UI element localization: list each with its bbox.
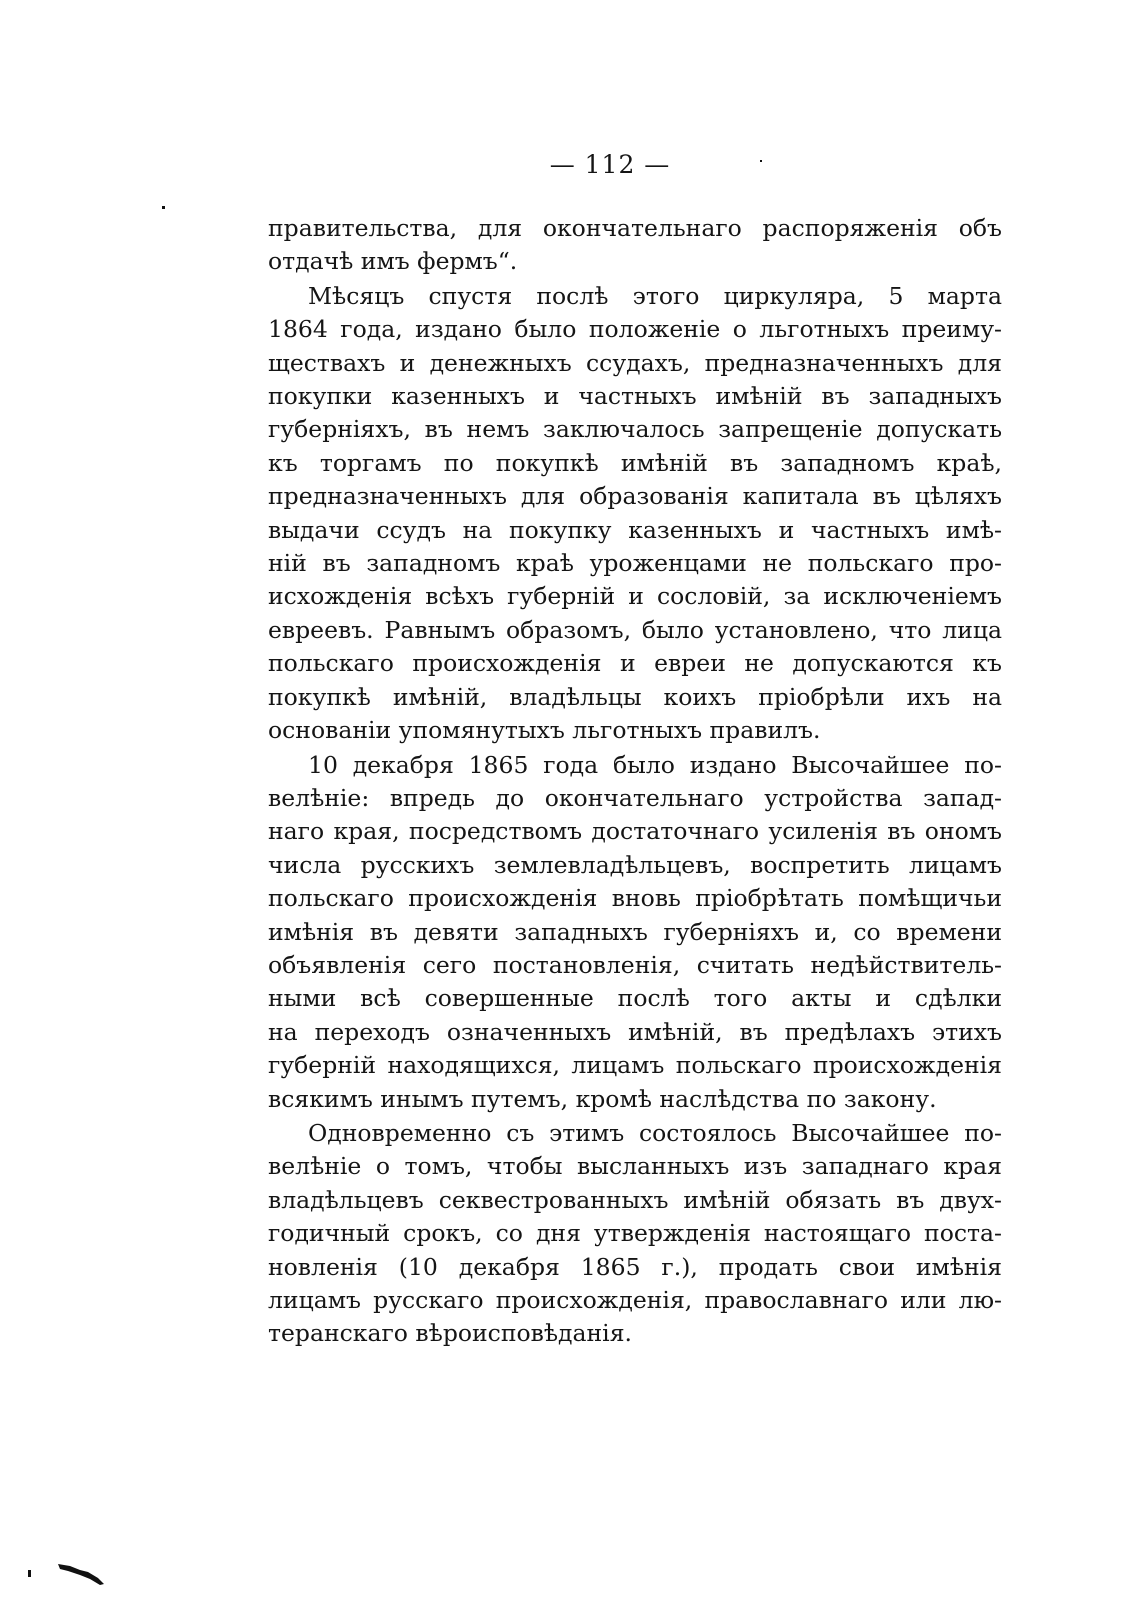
text-line: исхожденія всѣхъ губерній и сословій, за исключеніемъ: [268, 582, 1002, 611]
text-line: теранскаго вѣроисповѣданія.: [268, 1319, 632, 1348]
page-number: — 112 —: [549, 150, 671, 179]
text-line: лицамъ русскаго происхожденія, православнаго или лю-: [268, 1286, 1002, 1314]
text-line: выдачи ссудъ на покупку казенныхъ и частныхъ имѣ-: [268, 515, 1002, 544]
text-line: евреевъ. Равнымъ образомъ, было установлено, что лица: [268, 615, 1002, 644]
text-line: польскаго происхожденія вновь пріобрѣтать помѣщичьи: [268, 884, 1002, 913]
scan-speck: [162, 206, 165, 209]
text-line: числа русскихъ землевладѣльцевъ, воспретить лицамъ: [268, 850, 1002, 879]
paragraph-2: [268, 280, 1002, 748]
text-line: ній въ западномъ краѣ уроженцами не польскаго про-: [268, 549, 1002, 578]
text-line: новленія (10 декабря 1865 г.), продать свои имѣнія: [268, 1252, 1002, 1281]
body-text: [268, 212, 1002, 1351]
text-line: предназначенныхъ для образованія капитала въ цѣляхъ: [268, 482, 1002, 511]
text-line: объявленія сего постановленія, считать недѣйствитель-: [268, 950, 1002, 979]
text-line: всякимъ инымъ путемъ, кромѣ наслѣдства по закону.: [268, 1084, 937, 1113]
text-line: къ торгамъ по покупкѣ имѣній въ западномъ краѣ,: [268, 448, 1002, 477]
paragraph-1: [268, 212, 1002, 279]
text-line: 1864 года, издано было положеніе о льготныхъ преиму-: [268, 315, 1002, 344]
text-line: основаніи упомянутыхъ льготныхъ правилъ.: [268, 716, 821, 745]
text-line: губерніяхъ, въ немъ заключалось запрещеніе допускать: [268, 415, 1002, 444]
paragraph-3: [268, 749, 1002, 1116]
text-line: имѣнія въ девяти западныхъ губерніяхъ и, со времени: [268, 917, 1002, 946]
text-line: велѣніе: впредь до окончательнаго устройства запад-: [268, 783, 1002, 812]
text-line: владѣльцевъ секвестрованныхъ имѣній обязать въ двух-: [268, 1185, 1002, 1214]
text-line: отдачѣ имъ фермъ“.: [268, 247, 518, 276]
text-line: 10 декабря 1865 года было издано Высочайшее по-: [308, 750, 1002, 779]
text-line: велѣніе о томъ, чтобы высланныхъ изъ западнаго края: [268, 1152, 1002, 1181]
scan-blot: [28, 1548, 118, 1588]
text-line: правительства, для окончательнаго распоряженія объ: [268, 214, 1002, 242]
text-line: годичный срокъ, со дня утвержденія настоящаго поста-: [268, 1219, 1002, 1248]
text-line: Одновременно съ этимъ состоялось Высочайшее по-: [308, 1118, 1002, 1147]
text-line: наго края, посредствомъ достаточнаго усиленія въ ономъ: [268, 817, 1002, 846]
text-line: Мѣсяцъ спустя послѣ этого циркуляра, 5 марта: [308, 281, 1002, 310]
text-line: покупкѣ имѣній, владѣльцы коихъ пріобрѣли ихъ на: [268, 682, 1002, 711]
scan-speck: [760, 160, 762, 162]
text-line: ществахъ и денежныхъ ссудахъ, предназначенныхъ для: [268, 348, 1002, 377]
text-line: польскаго происхожденія и евреи не допускаются къ: [268, 649, 1002, 678]
text-line: покупки казенныхъ и частныхъ имѣній въ западныхъ: [268, 382, 1002, 411]
text-line: ными всѣ совершенные послѣ того акты и сдѣлки: [268, 984, 1002, 1013]
paragraph-4: [268, 1117, 1002, 1351]
text-line: губерній находящихся, лицамъ польскаго происхожденія: [268, 1051, 1002, 1080]
text-line: на переходъ означенныхъ имѣній, въ предѣлахъ этихъ: [268, 1017, 1002, 1046]
